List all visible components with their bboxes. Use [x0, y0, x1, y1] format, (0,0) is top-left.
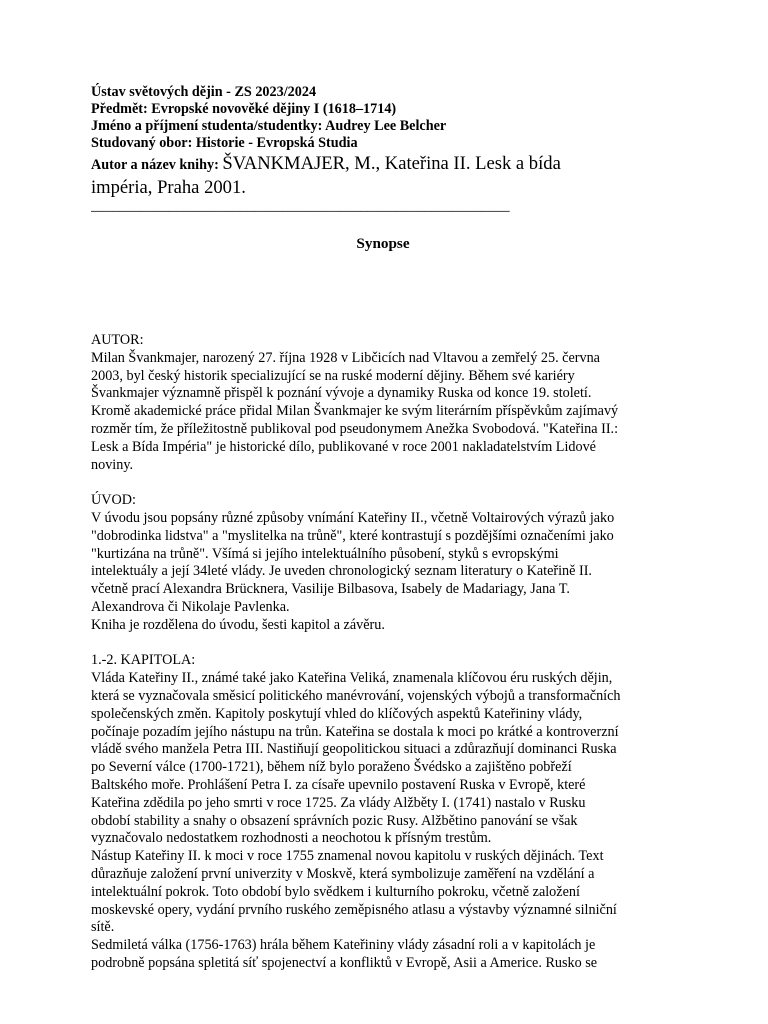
text-line: Kromě akademické práce přidal Milan Švankmajer ke svým literárním příspěvkům zajímavý — [91, 403, 619, 420]
synopsis-title: Synopse — [356, 235, 410, 252]
text-line: sítě. — [91, 919, 115, 936]
text-line: důrazňuje založení první univerzity v Moskvě, která symbolizuje zaměření na vzdělání a — [91, 865, 595, 882]
subject-line: Předmět: Evropské novověké dějiny I (1618–1714) — [91, 101, 397, 117]
document-body — [91, 332, 681, 973]
text-line: včetně prací Alexandra Brücknera, Vasilije Bilbasova, Isabely de Madariagy, Jana T. — [91, 581, 570, 598]
book-title-line1: ŠVANKMAJER, M., Kateřina II. Lesk a bída — [222, 153, 561, 174]
text-line: Milan Švankmajer, narozený 27. října 1928 v Libčicích nad Vltavou a zemřelý 25. června — [91, 349, 600, 366]
text-line: počínaje pozadím jejího nástupu na trůn. Kateřina se dostala k moci po krátké a kontroverzní — [91, 723, 619, 740]
author-book-line — [91, 152, 681, 177]
text-line: Sedmiletá válka (1756-1763) hrála během Kateřininy vlády zásadní roli a v kapitolách je — [91, 937, 596, 954]
text-line: vyznačovalo nedostatkem rozhodnosti a neochotou k přísným trestům. — [91, 830, 492, 847]
section-title: 1.-2. KAPITOLA: — [91, 652, 196, 669]
text-line: Vláda Kateřiny II., známé také jako Kateřina Veliká, znamenala klíčovou éru ruských dějin, — [91, 670, 613, 687]
text-line: intelektuály a její 34leté vlády. Je uveden chronologický seznam literatury o Kateřině II. — [91, 563, 592, 580]
section-kapitola — [91, 652, 681, 972]
document-page — [91, 84, 681, 973]
text-line: Lesk a Bída Impéria" je historické dílo, publikované v roce 2001 nakladatelstvím Lidové — [91, 438, 596, 455]
text-line: podrobně popsána spletitá síť spojenectví a konfliktů v Evropě, Asii a Americe. Rusko se — [91, 954, 598, 971]
section-title: AUTOR: — [91, 332, 144, 348]
text-line: Kateřina zdědila po jeho smrti v roce 1725. Za vlády Alžběty I. (1741) nastalo v Rusku — [91, 794, 586, 811]
section-title: ÚVOD: — [91, 492, 136, 509]
institute-line: Ústav světových dějin - ZS 2023/2024 — [91, 84, 317, 100]
text-line: Kniha je rozdělena do úvodu, šesti kapitol a závěru. — [91, 616, 385, 633]
text-line: 2003, byl český historik specializující se na ruské moderní dějiny. Během své kariéry — [91, 367, 575, 384]
author-book-label: Autor a název knihy: — [91, 157, 219, 173]
text-line: intelektuální pokrok. Toto období bylo svědkem i kulturního pokroku, včetně založení — [91, 883, 580, 900]
text-line: Nástup Kateřiny II. k moci v roce 1755 znamenal novou kapitolu v ruských dějinách. Text — [91, 848, 604, 865]
text-line: noviny. — [91, 456, 134, 473]
text-line: "dobrodinka lidstva" a "myslitelka na trůně", které kontrastují s pozdějšími označeními jako — [91, 527, 614, 544]
text-line: Baltského moře. Prohlášení Petra I. za císaře upevnilo postavení Ruska v Evropě, které — [91, 776, 586, 793]
header-rule: ___________________________________________________________ — [91, 199, 510, 213]
section-uvod — [91, 492, 681, 634]
text-line: která se vyznačovala směsicí politického manévrování, vojenských výbojů a transformačních — [91, 687, 621, 704]
section-autor — [91, 332, 681, 474]
text-line: "kurtizána na trůně". Všímá si jejího intelektuálního působení, styků s evropskými — [91, 545, 559, 562]
text-line: Alexandrova či Nikolaje Pavlenka. — [91, 598, 290, 615]
text-line: vládě svého manžela Petra III. Nastiňují geopolitickou situaci a zdůrazňují dominanci Ruska — [91, 741, 617, 758]
text-line: Švankmajer významně přispěl k poznání vývoje a dynamiky Ruska od konce 19. století. — [91, 385, 592, 402]
text-line: období stability a snahy o obsazení správních pozic Rusy. Alžbětino panování se však — [91, 812, 578, 829]
student-line: Jméno a příjmení studenta/studentky: Audrey Lee Belcher — [91, 118, 447, 134]
text-line: V úvodu jsou popsány různé způsoby vnímání Kateřiny II., včetně Voltairových výrazů jako — [91, 509, 615, 526]
text-line: rozměr tím, že příležitostně publikoval pod pseudonymem Anežka Svobodová. "Kateřina II.: — [91, 420, 619, 437]
text-line: po Severní válce (1700-1721), během níž bylo poraženo Švédsko a zajištěno pobřeží — [91, 759, 572, 776]
book-title-line2: impéria, Praha 2001. — [91, 177, 246, 198]
field-line: Studovaný obor: Historie - Evropská Studia — [91, 135, 358, 151]
text-line: moskevské opery, vydání prvního ruského zeměpisného atlasu a výstavby významné silniční — [91, 901, 617, 918]
text-line: společenských změn. Kapitoly poskytují vhled do klíčových aspektů Kateřininy vlády, — [91, 705, 583, 722]
